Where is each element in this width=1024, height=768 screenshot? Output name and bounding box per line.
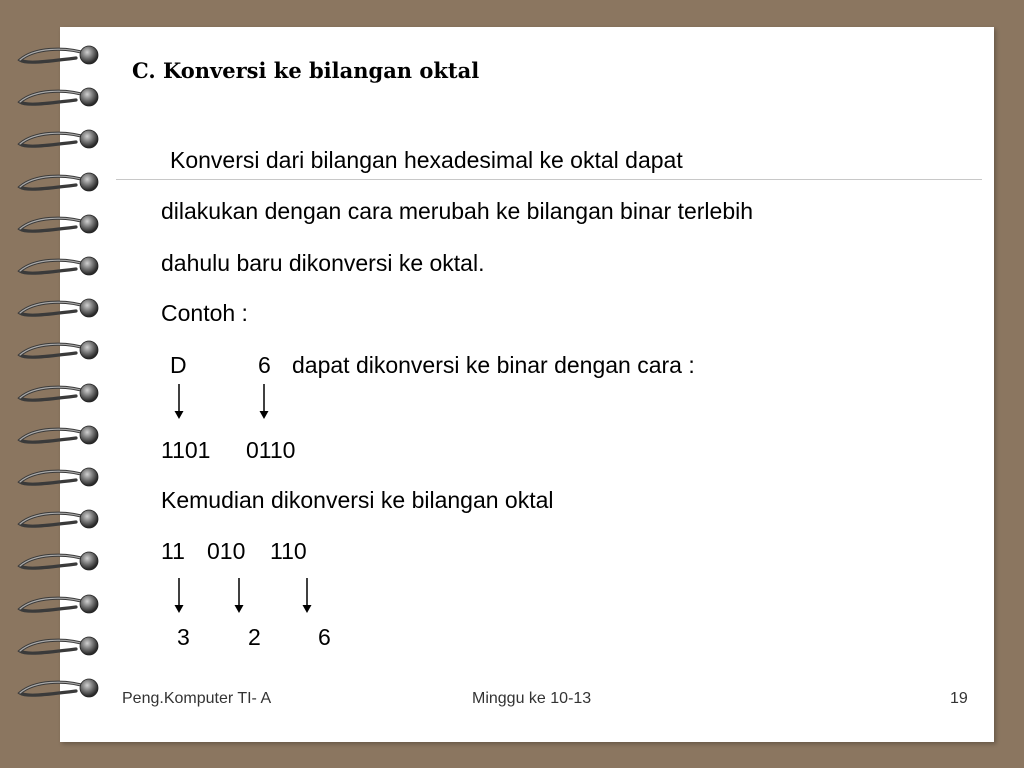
binary-group-2: 0110 [246, 437, 296, 463]
binding-ring-icon [14, 40, 106, 70]
binding-ring-icon [14, 124, 106, 154]
octal-result-1: 3 [177, 624, 190, 650]
octal-group-3: 110 [270, 538, 307, 564]
paragraph-line-2: dilakukan dengan cara merubah ke bilangan binar terlebih [161, 198, 754, 224]
octal-result-3: 6 [318, 624, 331, 650]
next-step-text: Kemudian dikonversi ke bilangan oktal [161, 487, 554, 513]
hex-convert-text: dapat dikonversi ke binar dengan cara : [292, 352, 695, 378]
slide-page [60, 27, 994, 742]
octal-group-2: 010 [207, 538, 246, 564]
binding-ring-icon [14, 167, 106, 197]
footer-page-number: 19 [950, 690, 968, 707]
slide-title: C. Konversi ke bilangan oktal [132, 58, 480, 83]
binding-ring-icon [14, 420, 106, 450]
binding-ring-icon [14, 251, 106, 281]
binding-ring-icon [14, 293, 106, 323]
paragraph-line-1: Konversi dari bilangan hexadesimal ke oktal dapat [170, 147, 683, 173]
down-arrow-icon [173, 384, 185, 420]
binding-ring-icon [14, 462, 106, 492]
octal-result-2: 2 [248, 624, 261, 650]
divider-line [116, 179, 982, 180]
binding-ring-icon [14, 82, 106, 112]
down-arrow-icon [301, 578, 313, 614]
binding-ring-icon [14, 589, 106, 619]
example-label: Contoh : [161, 300, 248, 326]
down-arrow-icon [258, 384, 270, 420]
binding-ring-icon [14, 378, 106, 408]
footer-course: Peng.Komputer TI- A [122, 690, 272, 707]
binding-ring-icon [14, 546, 106, 576]
binary-group-1: 1101 [161, 437, 211, 463]
down-arrow-icon [173, 578, 185, 614]
down-arrow-icon [233, 578, 245, 614]
binding-ring-icon [14, 504, 106, 534]
octal-group-1: 11 [161, 538, 185, 564]
footer-week: Minggu ke 10-13 [472, 690, 592, 707]
binding-ring-icon [14, 335, 106, 365]
binding-ring-icon [14, 631, 106, 661]
paragraph-line-3: dahulu baru dikonversi ke oktal. [161, 250, 485, 276]
binding-ring-icon [14, 673, 106, 703]
binding-ring-icon [14, 209, 106, 239]
hex-digit-d: D [170, 352, 187, 378]
hex-digit-6: 6 [258, 352, 271, 378]
